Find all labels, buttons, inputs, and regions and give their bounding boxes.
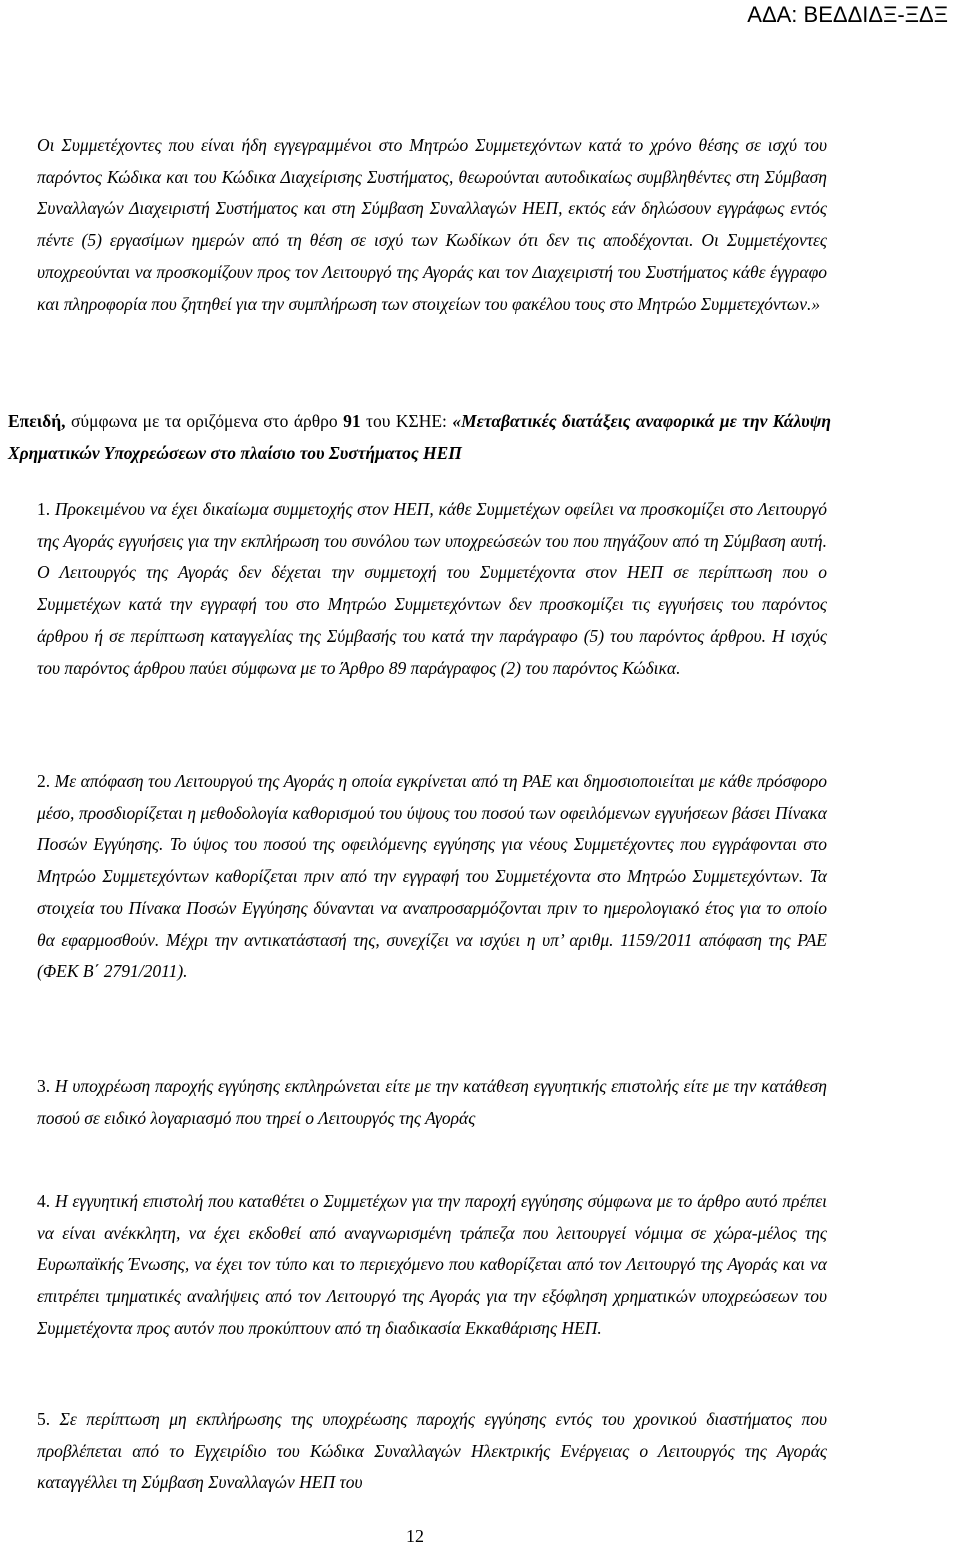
item-3-text: Η υποχρέωση παροχής εγγύησης εκπληρώνεται είτε με την κατάθεση εγγυητικής επιστολής είτε με την κατάθεση ποσού σε ειδικό λογαριασμό που τηρεί ο Λειτουργός της Αγοράς — [37, 1076, 827, 1128]
item-5-paragraph — [37, 1404, 827, 1499]
item-2-text: Με απόφαση του Λειτουργού της Αγοράς η οποία εγκρίνεται από τη ΡΑΕ και δημοσιοποιείται με κάθε πρόσφορο μέσο, προσδιορίζεται η μεθοδολογία καθορισμού του ύψους του ποσού των οφειλόμενων εγγυήσεων βάσει Πίνακα Ποσών Εγγύησης. Το ύψος του ποσού της οφειλόμενης εγγύησης για νέους Συμμετέχοντες που εγγράφονται στο Μητρώο Συμμετεχόντων καθορίζεται πριν από την εγγραφή του Συμμετέχοντα στο Μητρώο Συμμετεχόντων. Τα στοιχεία του Πίνακα Ποσών Εγγύησης δύνανται να αναπροσαρμόζονται πριν το ημερολογιακό έτος για το οποίο θα εφαρμοσθούν. Μέχρι την αντικατάστασή της, συνεχίζει να ισχύει η υπ’ αριθμ. 1159/2011 απόφαση της ΡΑΕ (ΦΕΚ Β΄ 2791/2011). — [37, 771, 827, 982]
epeidi-quote: «Μεταβατικές διατάξεις αναφορικά με την Κάλυψη Χρηματικών Υποχρεώσεων στο πλαίσιο του Συστήματος ΗΕΠ — [8, 411, 831, 463]
item-2-number: 2. — [37, 771, 51, 791]
item-4-number: 4. — [37, 1191, 51, 1211]
item-2-paragraph — [37, 766, 827, 988]
item-1-number: 1. — [37, 499, 51, 519]
epeidi-text: σύμφωνα με τα οριζόμενα στο άρθρο — [65, 411, 344, 431]
item-3-number: 3. — [37, 1076, 51, 1096]
item-4-paragraph — [37, 1186, 827, 1345]
epeidi-lead: Επειδή, — [8, 411, 66, 431]
article-number: 91 — [343, 411, 361, 431]
epeidi-paragraph — [8, 406, 831, 469]
page-number: 12 — [406, 1526, 424, 1546]
item-3-paragraph — [37, 1071, 827, 1134]
item-4-text: Η εγγυητική επιστολή που καταθέτει ο Συμμετέχων για την παροχή εγγύησης σύμφωνα με το άρθρο αυτό πρέπει να είναι ανέκκλητη, να έχει εκδοθεί από αναγνωρισμένη τράπεζα που λειτουργεί νόμιμα σε χώρα-μέλος της Ευρωπαϊκής Ένωσης, να έχει τον τύπο και το περιεχόμενο που καθορίζεται από τον Λειτουργό της Αγοράς και να επιτρέπει τμηματικές αναλήψεις από τον Λειτουργό της Αγοράς για την εξόφληση χρηματικών υποχρεώσεων του Συμμετέχοντα προς αυτόν που προκύπτουν από τη διαδικασία Εκκαθάρισης ΗΕΠ. — [37, 1191, 827, 1338]
epeidi-text-2: του ΚΣΗΕ: — [360, 411, 453, 431]
item-1-paragraph — [37, 494, 827, 684]
item-5-text: Σε περίπτωση μη εκπλήρωσης της υποχρέωσης παροχής εγγύησης εντός του χρονικού διαστήματος που προβλέπεται από το Εγχειρίδιο του Κώδικα Συναλλαγών Ηλεκτρικής Ενέργειας ο Λειτουργός της Αγοράς καταγγέλλει τη Σύμβαση Συναλλαγών ΗΕΠ του — [37, 1409, 827, 1493]
item-5-number: 5. — [37, 1409, 51, 1429]
item-1-text: Προκειμένου να έχει δικαίωμα συμμετοχής στον ΗΕΠ, κάθε Συμμετέχων οφείλει να προσκομίζει στο Λειτουργό της Αγοράς εγγυήσεις για την εκπλήρωση του συνόλου των υποχρεώσεών του που πηγάζουν από τη Σύμβαση αυτή. Ο Λειτουργός της Αγοράς δεν δέχεται την συμμετοχή του Συμμετέχοντα στον ΗΕΠ σε περίπτωση που ο Συμμετέχων κατά την εγγραφή του στο Μητρώο Συμμετεχόντων δεν προσκομίζει τις εγγυήσεις του παρόντος άρθρου ή σε περίπτωση καταγγελίας της Σύμβασής του κατά την παράγραφο (5) του παρόντος άρθρου. Η ισχύς του παρόντος άρθρου παύει σύμφωνα με το Άρθρο 89 παράγραφος (2) του παρόντος Κώδικα. — [37, 499, 827, 678]
intro-paragraph: Οι Συμμετέχοντες που είναι ήδη εγγεγραμμένοι στο Μητρώο Συμμετεχόντων κατά το χρόνο θέσης σε ισχύ του παρόντος Κώδικα και του Κώδικα Διαχείρισης Συστήματος, θεωρούνται αυτοδικαίως συμβληθέντες στη Σύμβαση Συναλλαγών Διαχειριστή Συστήματος και στη Σύμβαση Συναλλαγών ΗΕΠ, εκτός εάν δηλώσουν εγγράφως εντός πέντε (5) εργασίμων ημερών από τη θέση σε ισχύ των Κωδίκων ότι δεν τις αποδέχονται. Οι Συμμετέχοντες υποχρεούνται να προσκομίζουν προς τον Λειτουργό της Αγοράς και τον Διαχειριστή του Συστήματος κάθε έγγραφο και πληροφορία που ζητηθεί για την συμπλήρωση των στοιχείων του φακέλου τους στο Μητρώο Συμμετεχόντων.» — [37, 135, 827, 314]
ada-code: ΑΔΑ: ΒΕΔΔΙΔΞ-ΞΔΞ — [747, 2, 948, 27]
